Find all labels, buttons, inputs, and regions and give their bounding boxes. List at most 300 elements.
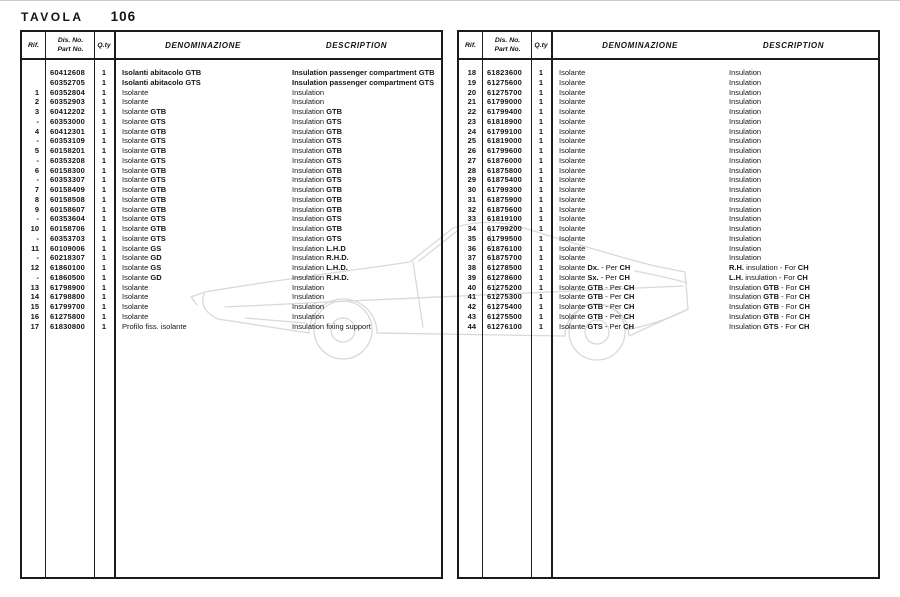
part-number-cell: 61876100 bbox=[487, 243, 522, 253]
denominazione-cell: Isolante GTB - Per CH bbox=[559, 292, 635, 302]
qty-cell: 1 bbox=[538, 87, 544, 97]
rif-cell: 40 bbox=[467, 282, 476, 292]
description-cell: Insulation GTB bbox=[292, 146, 343, 155]
rif-cell: 25 bbox=[467, 136, 476, 146]
description-cell: Insulation GTS bbox=[292, 136, 342, 146]
table-row bbox=[459, 234, 878, 244]
description-cell: Insulation GTB bbox=[292, 185, 343, 194]
rif-cell: 21 bbox=[467, 97, 476, 107]
description-cell: Insulation bbox=[729, 194, 762, 204]
denominazione-cell: Isolante bbox=[122, 302, 149, 311]
denominazione-cell: Isolante GTS bbox=[122, 214, 166, 224]
table-row bbox=[22, 97, 441, 107]
description-cell: Insulation bbox=[729, 107, 762, 116]
rif-cell: 36 bbox=[467, 243, 476, 253]
table-row bbox=[22, 117, 441, 127]
qty-cell: 1 bbox=[538, 263, 544, 272]
denominazione-cell: Isolante bbox=[559, 68, 586, 77]
description-cell: Insulation bbox=[729, 77, 762, 87]
denominazione-cell: Isolante bbox=[559, 194, 586, 204]
description-cell: Insulation bbox=[729, 136, 762, 146]
denominazione-cell: Isolante bbox=[559, 233, 586, 243]
description-cell: Insulation bbox=[729, 87, 762, 97]
part-number-cell: 61275800 bbox=[50, 311, 85, 321]
part-number-cell: 61875600 bbox=[487, 204, 522, 214]
part-number-cell: 61799100 bbox=[487, 126, 522, 136]
denominazione-cell: Isolante GTB bbox=[122, 146, 167, 155]
rif-cell bbox=[22, 68, 45, 78]
table-row bbox=[459, 107, 878, 117]
table-row bbox=[459, 292, 878, 302]
rif-cell: 43 bbox=[467, 311, 476, 321]
rif-cell: 12 bbox=[30, 263, 39, 272]
part-number-cell: 60412202 bbox=[50, 107, 85, 116]
part-number-cell: 60352903 bbox=[50, 97, 85, 107]
rif-cell: 27 bbox=[467, 155, 476, 165]
qty-cell: 1 bbox=[538, 233, 544, 243]
part-number-cell: 61799700 bbox=[50, 302, 85, 311]
part-number-cell: 61875900 bbox=[487, 194, 522, 204]
part-number-cell: 60353703 bbox=[50, 233, 85, 243]
rif-cell: 22 bbox=[467, 107, 476, 116]
part-number-cell: 61276100 bbox=[487, 321, 522, 331]
description-cell: Insulation bbox=[292, 97, 325, 107]
rif-cell: 29 bbox=[467, 175, 476, 185]
denominazione-cell: Isolante bbox=[559, 243, 586, 253]
qty-cell: 1 bbox=[538, 107, 544, 116]
header-qty: Q.ty bbox=[534, 41, 548, 49]
description-cell: Insulation L.H.D. bbox=[292, 263, 348, 272]
rif-cell: 26 bbox=[467, 146, 476, 155]
part-number-cell: 61799400 bbox=[487, 107, 522, 116]
description-cell: Insulation GTB bbox=[292, 224, 343, 233]
description-cell: Insulation R.H.D. bbox=[292, 272, 349, 282]
part-number-cell: 61799300 bbox=[487, 185, 522, 194]
table-body bbox=[459, 60, 878, 331]
denominazione-cell: Isolante bbox=[559, 116, 586, 126]
denominazione-cell: Isolante bbox=[559, 126, 586, 136]
denominazione-cell: Isolante GTB - Per CH bbox=[559, 282, 635, 292]
table-row bbox=[22, 136, 441, 146]
denominazione-cell: Isolante bbox=[559, 155, 586, 165]
rif-cell: 32 bbox=[467, 204, 476, 214]
table-row bbox=[22, 302, 441, 312]
qty-cell: 1 bbox=[101, 185, 107, 194]
denominazione-cell: Isolante GTB bbox=[122, 224, 167, 233]
denominazione-cell: Isolante GTB bbox=[122, 126, 167, 136]
description-cell: Insulation bbox=[729, 185, 762, 194]
table-row bbox=[22, 312, 441, 322]
description-cell: Insulation GTS bbox=[292, 233, 342, 243]
rif-cell: 20 bbox=[467, 87, 476, 97]
part-number-cell: 61860100 bbox=[50, 263, 85, 272]
denominazione-cell: Isolante GTS bbox=[122, 155, 166, 165]
qty-cell: 1 bbox=[538, 165, 544, 175]
denominazione-cell: Isolante bbox=[559, 136, 586, 146]
description-cell: Insulation bbox=[729, 175, 762, 185]
part-number-cell: 61275400 bbox=[487, 302, 522, 311]
table-row bbox=[459, 195, 878, 205]
table-row bbox=[459, 273, 878, 283]
description-cell: Insulation bbox=[292, 302, 325, 311]
description-cell: Insulation GTB bbox=[292, 107, 343, 116]
denominazione-cell: Isolante GTB bbox=[122, 204, 167, 214]
qty-cell: 1 bbox=[538, 292, 544, 302]
rif-cell: 41 bbox=[467, 292, 476, 302]
denominazione-cell: Profilo fiss. isolante bbox=[122, 321, 187, 331]
table-row bbox=[459, 78, 878, 88]
header-part-no bbox=[45, 36, 94, 54]
table-row bbox=[459, 97, 878, 107]
table-row bbox=[459, 214, 878, 224]
table-row bbox=[22, 88, 441, 98]
part-number-cell: 61278500 bbox=[487, 263, 522, 272]
qty-cell: 1 bbox=[538, 272, 544, 282]
table-row bbox=[459, 156, 878, 166]
part-number-cell: 60352804 bbox=[50, 87, 85, 97]
description-cell: L.H. insulation - For CH bbox=[729, 272, 808, 282]
qty-cell: 1 bbox=[538, 243, 544, 253]
rif-cell: 18 bbox=[467, 68, 476, 77]
table-row bbox=[459, 302, 878, 312]
part-number-cell: 60412301 bbox=[50, 126, 85, 136]
table-row bbox=[22, 127, 441, 137]
qty-cell: 1 bbox=[538, 77, 544, 87]
denominazione-cell: Isolante bbox=[559, 224, 586, 233]
table-row bbox=[459, 117, 878, 127]
denominazione-cell: Isolante GTB bbox=[122, 194, 167, 204]
table-row bbox=[22, 263, 441, 273]
rif-cell: 4 bbox=[34, 126, 39, 136]
denominazione-cell: Isolante GTB bbox=[122, 107, 167, 116]
description-cell: Insulation GTS bbox=[292, 116, 342, 126]
part-number-cell: 61860500 bbox=[50, 272, 85, 282]
description-cell: Insulation GTS bbox=[292, 155, 342, 165]
description-cell: Insulation bbox=[729, 243, 762, 253]
qty-cell: 1 bbox=[538, 185, 544, 194]
rif-cell: 3 bbox=[34, 107, 39, 116]
rif-cell: - bbox=[36, 116, 39, 126]
denominazione-cell: Isolante bbox=[559, 87, 586, 97]
denominazione-cell: Isolante bbox=[559, 214, 586, 224]
rif-cell: 44 bbox=[467, 321, 476, 331]
rif-cell: - bbox=[36, 155, 39, 165]
header-qty: Q.ty bbox=[97, 41, 111, 49]
description-cell: Insulation R.H.D. bbox=[292, 253, 349, 263]
description-cell: Insulation passenger compartment GTB bbox=[292, 68, 435, 77]
rif-cell: - bbox=[36, 233, 39, 243]
description-cell: Insulation bbox=[729, 68, 762, 77]
rif-cell: 24 bbox=[467, 126, 476, 136]
part-number-cell: 61799200 bbox=[487, 224, 522, 233]
rif-cell: 42 bbox=[467, 302, 476, 311]
table-row bbox=[22, 156, 441, 166]
denominazione-cell: Isolante GD bbox=[122, 253, 162, 263]
part-number-cell: 60158300 bbox=[50, 165, 85, 175]
description-cell: Insulation GTB - For CH bbox=[729, 302, 810, 311]
table-row bbox=[459, 136, 878, 146]
denominazione-cell: Isolante bbox=[559, 77, 586, 87]
part-number-cell: 61278600 bbox=[487, 272, 522, 282]
rif-cell: 15 bbox=[30, 302, 39, 311]
part-number-cell: 60218307 bbox=[50, 253, 85, 263]
header-rif: Rif. bbox=[28, 41, 39, 49]
table-row bbox=[22, 68, 441, 78]
qty-cell: 1 bbox=[101, 272, 107, 282]
rif-cell: 14 bbox=[30, 292, 39, 302]
description-cell: Insulation GTS bbox=[292, 214, 342, 224]
table-row bbox=[22, 273, 441, 283]
qty-cell: 1 bbox=[538, 126, 544, 136]
header-part-no-line2: Part No. bbox=[57, 46, 84, 53]
qty-cell: 1 bbox=[101, 146, 107, 155]
denominazione-cell: Isolante bbox=[122, 87, 149, 97]
denominazione-cell: Isolante bbox=[122, 311, 149, 321]
table-body bbox=[22, 60, 441, 331]
rif-cell: 37 bbox=[467, 253, 476, 263]
description-cell: Insulation bbox=[729, 146, 762, 155]
rif-cell: 11 bbox=[31, 243, 39, 253]
part-number-cell: 61875700 bbox=[487, 253, 522, 263]
part-number-cell: 60353307 bbox=[50, 175, 85, 185]
qty-cell: 1 bbox=[101, 224, 107, 233]
rif-cell: - bbox=[36, 272, 39, 282]
rif-cell: 17 bbox=[30, 321, 39, 331]
denominazione-cell: Isolante GTB - Per CH bbox=[559, 311, 635, 321]
part-number-cell: 61798800 bbox=[50, 292, 85, 302]
qty-cell: 1 bbox=[538, 302, 544, 311]
header-denominazione: DENOMINAZIONE bbox=[165, 40, 241, 50]
description-cell: Insulation bbox=[729, 224, 762, 233]
parts-table-left bbox=[20, 30, 443, 579]
parts-table-right bbox=[457, 30, 880, 579]
table-row bbox=[459, 146, 878, 156]
qty-cell: 1 bbox=[101, 155, 107, 165]
page-title-number: 106 bbox=[110, 9, 137, 24]
part-number-cell: 60158508 bbox=[50, 194, 85, 204]
part-number-cell: 61798900 bbox=[50, 282, 85, 292]
header-rif: Rif. bbox=[465, 41, 476, 49]
part-number-cell: 61275300 bbox=[487, 292, 522, 302]
rif-cell: 35 bbox=[467, 233, 476, 243]
qty-cell: 1 bbox=[101, 292, 107, 302]
denominazione-cell: Isolante bbox=[559, 185, 586, 194]
part-number-cell: 60158607 bbox=[50, 204, 85, 214]
header-part-no-line2: Part No. bbox=[494, 46, 521, 53]
rif-cell: 5 bbox=[34, 146, 39, 155]
denominazione-cell: Isolante bbox=[559, 107, 586, 116]
table-row bbox=[22, 205, 441, 215]
denominazione-cell: Isolante GD bbox=[122, 272, 162, 282]
denominazione-cell: Isolante GTS bbox=[122, 136, 166, 146]
part-number-cell: 61275500 bbox=[487, 311, 522, 321]
rif-cell: 19 bbox=[467, 77, 476, 87]
qty-cell: 1 bbox=[538, 321, 544, 331]
qty-cell: 1 bbox=[538, 204, 544, 214]
table-row bbox=[22, 292, 441, 302]
table-row bbox=[459, 283, 878, 293]
qty-cell: 1 bbox=[538, 155, 544, 165]
denominazione-cell: Isolante bbox=[122, 282, 149, 292]
denominazione-cell: Isolante GS bbox=[122, 243, 162, 253]
part-number-cell: 61876000 bbox=[487, 155, 522, 165]
description-cell: Insulation GTB bbox=[292, 126, 343, 136]
part-number-cell: 60158706 bbox=[50, 224, 85, 233]
qty-cell: 1 bbox=[538, 194, 544, 204]
part-number-cell: 60353604 bbox=[50, 214, 85, 224]
description-cell: R.H. insulation - For CH bbox=[729, 263, 809, 272]
qty-cell: 1 bbox=[101, 302, 107, 311]
description-cell: Insulation GTB - For CH bbox=[729, 311, 810, 321]
qty-cell: 1 bbox=[101, 194, 107, 204]
denominazione-cell: Isolante GTS bbox=[122, 175, 166, 185]
rif-cell: 33 bbox=[467, 214, 476, 224]
part-number-cell: 60353208 bbox=[50, 155, 85, 165]
denominazione-cell: Isolante bbox=[559, 97, 586, 107]
table-row bbox=[459, 322, 878, 332]
denominazione-cell: Isolanti abitacolo GTB bbox=[122, 68, 202, 77]
qty-cell: 1 bbox=[101, 136, 107, 146]
qty-cell: 1 bbox=[538, 68, 544, 77]
qty-cell: 1 bbox=[101, 87, 107, 97]
qty-cell: 1 bbox=[101, 311, 107, 321]
qty-cell: 1 bbox=[101, 233, 107, 243]
qty-cell: 1 bbox=[538, 224, 544, 233]
description-cell: Insulation bbox=[292, 311, 325, 321]
table-row bbox=[459, 175, 878, 185]
denominazione-cell: Isolante GTB - Per CH bbox=[559, 302, 635, 311]
qty-cell: 1 bbox=[538, 214, 544, 224]
qty-cell: 1 bbox=[538, 253, 544, 263]
qty-cell: 1 bbox=[101, 214, 107, 224]
table-header-row bbox=[22, 32, 441, 60]
denominazione-cell: Isolante bbox=[122, 292, 149, 302]
table-row bbox=[459, 88, 878, 98]
qty-cell: 1 bbox=[101, 175, 107, 185]
denominazione-cell: Isolante GTS - Per CH bbox=[559, 321, 635, 331]
table-row bbox=[459, 253, 878, 263]
table-row bbox=[22, 234, 441, 244]
rif-cell bbox=[22, 78, 45, 88]
part-number-cell: 61799500 bbox=[487, 233, 522, 243]
denominazione-cell: Isolante Sx. - Per CH bbox=[559, 272, 630, 282]
description-cell: Insulation bbox=[729, 233, 762, 243]
denominazione-cell: Isolante bbox=[559, 175, 586, 185]
description-cell: Insulation GTS - For CH bbox=[729, 321, 810, 331]
table-row bbox=[22, 78, 441, 88]
header-dis-no: Dis. No. bbox=[494, 37, 521, 44]
part-number-cell: 61875800 bbox=[487, 165, 522, 175]
table-row bbox=[22, 195, 441, 205]
denominazione-cell: Isolante GTB bbox=[122, 185, 167, 194]
rif-cell: 1 bbox=[34, 87, 39, 97]
part-number-cell: 61799600 bbox=[487, 146, 522, 155]
table-row bbox=[459, 244, 878, 254]
header-description: DESCRIPTION bbox=[762, 40, 825, 50]
description-cell: Insulation bbox=[292, 87, 325, 97]
qty-cell: 1 bbox=[538, 146, 544, 155]
qty-cell: 1 bbox=[101, 68, 107, 77]
header-dis-no: Dis. No. bbox=[57, 37, 84, 44]
denominazione-cell: Isolante GTB bbox=[122, 165, 167, 175]
part-number-cell: 61819000 bbox=[487, 136, 522, 146]
table-row bbox=[459, 185, 878, 195]
description-cell: Insulation passenger compartment GTS bbox=[292, 77, 435, 87]
part-number-cell: 61818900 bbox=[487, 116, 522, 126]
table-row bbox=[22, 214, 441, 224]
table-row bbox=[22, 185, 441, 195]
qty-cell: 1 bbox=[538, 136, 544, 146]
qty-cell: 1 bbox=[101, 282, 107, 292]
rif-cell: 30 bbox=[467, 185, 476, 194]
table-row bbox=[459, 312, 878, 322]
table-row bbox=[22, 166, 441, 176]
qty-cell: 1 bbox=[538, 175, 544, 185]
denominazione-cell: Isolante bbox=[122, 97, 149, 107]
denominazione-cell: Isolante Dx. - Per CH bbox=[559, 263, 631, 272]
header-description: DESCRIPTION bbox=[325, 40, 388, 50]
rif-cell: - bbox=[36, 175, 39, 185]
header-denominazione: DENOMINAZIONE bbox=[602, 40, 678, 50]
page-title-label: TAVOLA bbox=[21, 10, 84, 24]
table-row bbox=[22, 146, 441, 156]
part-number-cell: 60109006 bbox=[50, 243, 85, 253]
qty-cell: 1 bbox=[101, 204, 107, 214]
rif-cell: 9 bbox=[34, 204, 39, 214]
part-number-cell: 61819100 bbox=[487, 214, 522, 224]
rif-cell: 2 bbox=[34, 97, 39, 107]
description-cell: Insulation bbox=[292, 282, 325, 292]
denominazione-cell: Isolante bbox=[559, 253, 586, 263]
description-cell: Insulation bbox=[729, 126, 762, 136]
description-cell: Insulation L.H.D bbox=[292, 243, 346, 253]
table-row bbox=[22, 322, 441, 332]
qty-cell: 1 bbox=[101, 165, 107, 175]
denominazione-cell: Isolanti abitacolo GTS bbox=[122, 77, 201, 87]
qty-cell: 1 bbox=[538, 282, 544, 292]
part-number-cell: 61823600 bbox=[487, 68, 522, 77]
rif-cell: 31 bbox=[467, 194, 476, 204]
part-number-cell: 61275700 bbox=[487, 87, 522, 97]
description-cell: Insulation GTB bbox=[292, 165, 343, 175]
table-row bbox=[22, 175, 441, 185]
description-cell: Insulation bbox=[729, 253, 762, 263]
part-number-cell: 61799000 bbox=[487, 97, 522, 107]
denominazione-cell: Isolante bbox=[559, 146, 586, 155]
part-number-cell: 61275600 bbox=[487, 77, 522, 87]
description-cell: Insulation GTS bbox=[292, 175, 342, 185]
denominazione-cell: Isolante GTS bbox=[122, 233, 166, 243]
description-cell: Insulation bbox=[729, 155, 762, 165]
qty-cell: 1 bbox=[101, 107, 107, 116]
qty-cell: 1 bbox=[101, 253, 107, 263]
rif-cell: 13 bbox=[30, 282, 39, 292]
description-cell: Insulation bbox=[729, 214, 762, 224]
table-row bbox=[22, 244, 441, 254]
rif-cell: 8 bbox=[34, 194, 39, 204]
description-cell: Insulation GTB bbox=[292, 194, 343, 204]
rif-cell: - bbox=[36, 253, 39, 263]
description-cell: Insulation bbox=[729, 116, 762, 126]
table-row bbox=[22, 283, 441, 293]
part-number-cell: 60353000 bbox=[50, 116, 85, 126]
qty-cell: 1 bbox=[538, 97, 544, 107]
rif-cell: 28 bbox=[467, 165, 476, 175]
table-row bbox=[459, 166, 878, 176]
part-number-cell: 60412608 bbox=[50, 68, 85, 77]
table-row bbox=[459, 224, 878, 234]
qty-cell: 1 bbox=[538, 116, 544, 126]
